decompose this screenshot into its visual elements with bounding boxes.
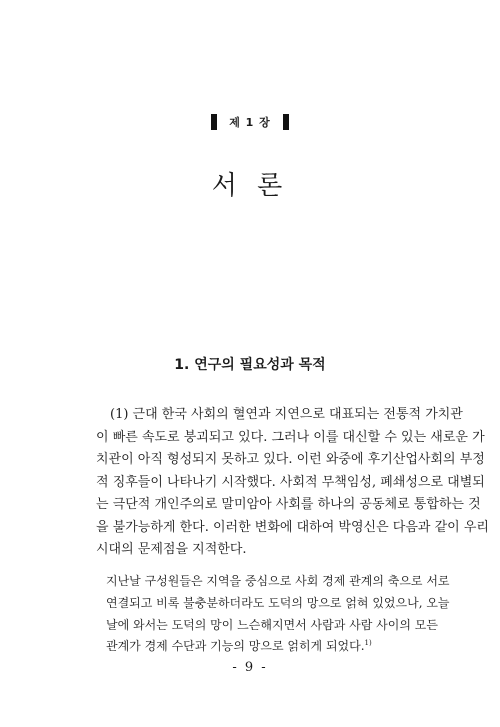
page-number: - 9 - [232, 660, 268, 675]
paragraph-line: 이 빠른 속도로 붕괴되고 있다. 그러나 이를 대신할 수 있는 새로운 가 [96, 429, 485, 445]
chapter-marker [0, 114, 500, 130]
left-bar-decoration [211, 114, 217, 130]
right-bar-decoration [283, 114, 289, 130]
chapter-label: 제 1 장 [229, 116, 271, 129]
quote-line: 연결되고 비록 불충분하더라도 도덕의 망으로 얽혀 있었으나, 오늘 [106, 595, 450, 610]
footnote-reference[interactable]: 1) [364, 639, 372, 648]
block-quote [106, 571, 450, 658]
quote-line-text: 관계가 경제 수단과 기능의 망으로 얽히게 되었다. [106, 639, 365, 654]
paragraph-line: (1) 근대 한국 사회의 혈연과 지연으로 대표되는 전통적 가치관 [110, 407, 463, 422]
chapter-title: 서 론 [211, 171, 289, 202]
body-paragraph [96, 404, 489, 562]
quote-line: 지난날 구성원들은 지역을 중심으로 사회 경제 관계의 축으로 서로 [106, 574, 450, 588]
quote-line-last [106, 636, 424, 658]
section-heading: 1. 연구의 필요성과 목적 [174, 356, 326, 373]
paragraph-line: 치관이 아직 형성되지 못하고 있다. 이런 와중에 후기산업사회의 부정 [96, 452, 485, 467]
paragraph-line: 시대의 문제점을 지적한다. [96, 542, 247, 557]
paragraph-line: 는 극단적 개인주의로 말미암아 사회를 하나의 공동체로 통합하는 것 [96, 497, 481, 512]
paragraph-line: 적 징후들이 나타나기 시작했다. 사회적 무책임성, 폐쇄성으로 대별되 [96, 474, 485, 490]
quote-line: 날에 와서는 도덕의 망이 느슨해지면서 사람과 사람 사이의 모든 [106, 617, 438, 632]
paragraph-line: 을 불가능하게 한다. 이러한 변화에 대하여 박영신은 다음과 같이 우리 [96, 519, 489, 535]
